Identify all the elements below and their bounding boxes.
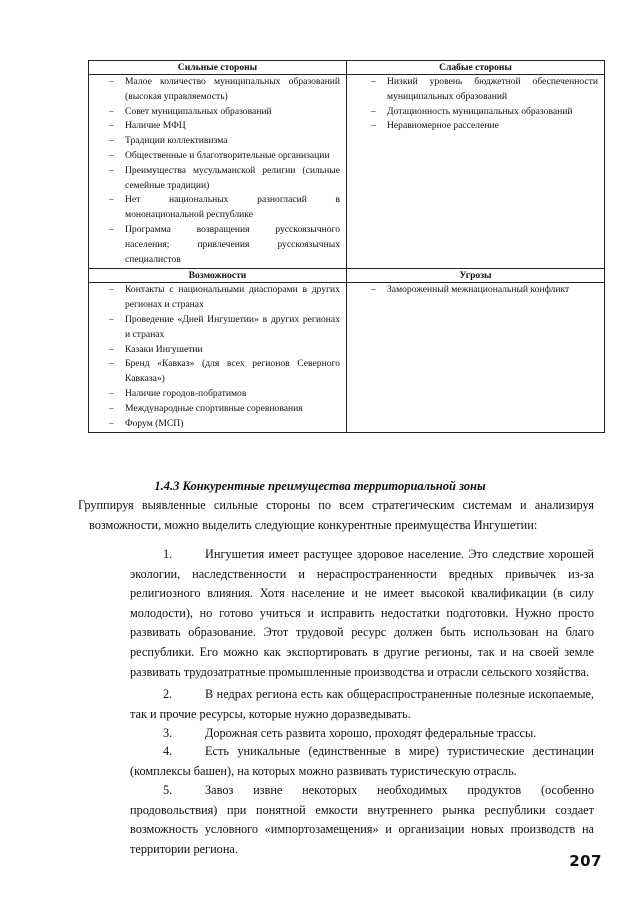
list-item [107, 193, 340, 223]
list-item [107, 134, 340, 149]
list-item [107, 149, 340, 164]
list-item-text: Дотационность муниципальных образований [387, 105, 573, 117]
list-item [107, 164, 340, 194]
list-item-text: Контакты с национальными диаспорами в других регионах и странах [125, 284, 340, 311]
list-item-text: Наличие городов-побратимов [125, 387, 247, 399]
list-item-text: Общественные и благотворительные организации [125, 149, 330, 161]
advantage-number: 1. [163, 547, 173, 561]
opportunities-cell [89, 283, 347, 433]
advantage-number: 2. [163, 687, 173, 701]
intro-paragraph [78, 496, 594, 535]
dash-marker: – [109, 284, 114, 296]
list-item [107, 417, 340, 432]
dash-marker: – [109, 387, 114, 399]
list-item [369, 105, 598, 120]
weaknesses-cell [347, 75, 605, 269]
advantage-item [130, 685, 594, 724]
section-title: 1.4.3 Конкурентные преимущества территориальной зоны [154, 479, 486, 493]
intro-text: Группируя выявленные сильные стороны по всем стратегическим системам и анализируя возможности, можно выделить следующие конкурентные преимущества Ингушетии: [78, 498, 594, 532]
list-item-text: Преимущества мусульманской религии (сильные семейные традиции) [125, 164, 340, 191]
list-item [107, 119, 340, 134]
list-item [369, 283, 598, 298]
advantage-item [130, 781, 594, 859]
list-item [107, 343, 340, 358]
advantage-text: Завоз извне некоторых необходимых продуктов (особенно продовольствия) при понятной емкости внутреннего рынка республики создает возможность условного «импортозамещения» и организации новых производств на территории региона. [130, 783, 594, 856]
list-item-text: Форум (МСП) [125, 417, 184, 429]
page-number: 207 [569, 852, 602, 870]
advantage-text: Есть уникальные (единственные в мире) туристические дестинации (комплексы башен), на которых можно развивать туристическую отрасль. [130, 744, 594, 778]
swot-table [88, 60, 605, 433]
advantage-number: 3. [163, 726, 173, 740]
dash-marker: – [109, 402, 114, 414]
threats-header: Угрозы [347, 269, 605, 283]
opportunities-header: Возможности [89, 269, 347, 283]
list-item [369, 119, 598, 134]
list-item [107, 283, 340, 313]
dash-marker: – [109, 164, 114, 176]
threats-cell [347, 283, 605, 433]
dash-marker: – [371, 284, 376, 296]
advantage-item [130, 742, 594, 781]
advantage-text: В недрах региона есть как общераспространенные полезные ископаемые, так и прочие ресурсы, которые нужно доразведывать. [130, 687, 594, 721]
dash-marker: – [109, 358, 114, 370]
dash-marker: – [109, 313, 114, 325]
dash-marker: – [109, 194, 114, 206]
advantage-text: Дорожная сеть развита хорошо, проходят федеральные трассы. [205, 726, 537, 740]
list-item-text: Наличие МФЦ [125, 120, 186, 132]
dash-marker: – [109, 135, 114, 147]
list-item-text: Нет национальных разногласий в мононациональной республике [125, 194, 340, 221]
list-item [107, 223, 340, 267]
advantage-number: 5. [163, 783, 173, 797]
list-item-text: Программа возвращения русскоязычного населения; привлечения русскоязычных специалистов [125, 223, 340, 265]
list-item-text: Совет муниципальных образований [125, 105, 272, 117]
list-item [107, 387, 340, 402]
list-item [107, 75, 340, 105]
list-item-text: Международные спортивные соревнования [125, 402, 303, 414]
dash-marker: – [109, 343, 114, 355]
dash-marker: – [371, 76, 376, 87]
list-item-text: Бренд «Кавказ» (для всех регионов Северного Кавказа») [125, 358, 340, 385]
list-item [107, 402, 340, 417]
list-item-text: Проведение «Дней Ингушетии» в других регионах и странах [125, 313, 340, 340]
strengths-cell [89, 75, 347, 269]
list-item-text: Казаки Ингушетии [125, 343, 203, 355]
strengths-list [89, 75, 346, 268]
opportunities-list [89, 283, 346, 432]
list-item-text: Малое количество муниципальных образований (высокая управляемость) [125, 76, 340, 102]
dash-marker: – [109, 223, 114, 235]
list-item-text: Неравномерное расселение [387, 120, 499, 132]
list-item [107, 105, 340, 120]
dash-marker: – [109, 105, 114, 117]
threats-list [347, 283, 604, 299]
list-item-text: Традиции коллективизма [125, 135, 228, 147]
advantage-number: 4. [163, 744, 173, 758]
dash-marker: – [109, 76, 114, 87]
dash-marker: – [109, 149, 114, 161]
weaknesses-header: Слабые стороны [347, 61, 605, 75]
dash-marker: – [109, 120, 114, 132]
list-item [107, 313, 340, 343]
dash-marker: – [109, 417, 114, 429]
advantage-item [130, 545, 594, 682]
list-item-text: Низкий уровень бюджетной обеспеченности муниципальных образований [387, 76, 598, 102]
strengths-header: Сильные стороны [89, 61, 347, 75]
weaknesses-list [347, 75, 604, 135]
dash-marker: – [371, 120, 376, 132]
advantage-text: Ингушетия имеет растущее здоровое население. Это следствие хорошей экологии, наследственности и нераспространенности вредных привычек из-за религиозного влияния. Хотя население и не имеет высокой квалификации (в силу молодости), но готово учиться и исправить недостатки подготовки. Нужно просто развивать образование. Этот трудовой ресурс должен быть использован на благо республики. Его можно как экспортировать в другие регионы, так и на своей земле развивать трудозатратные промышленные производства и отрасли сельского хозяйства. [130, 547, 594, 679]
list-item-text: Замороженный межнациональный конфликт [387, 284, 570, 296]
list-item [369, 75, 598, 105]
advantage-item [130, 724, 594, 744]
list-item [107, 357, 340, 387]
dash-marker: – [371, 105, 376, 117]
